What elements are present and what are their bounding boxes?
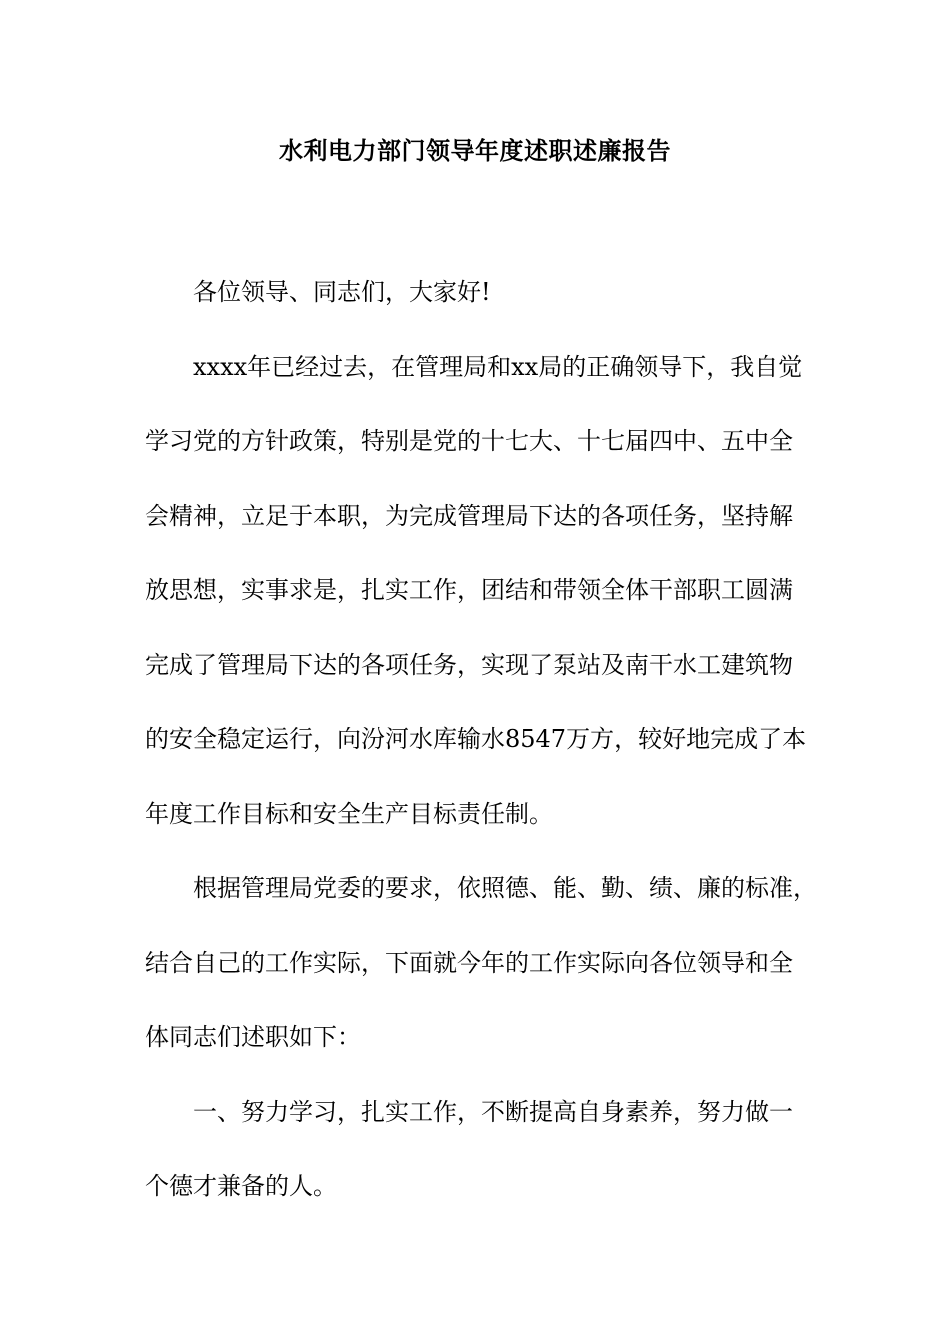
paragraph-line: 结合自己的工作实际，下面就今年的工作实际向各位领导和全 — [145, 948, 793, 977]
paragraph-line: 年度工作目标和安全生产目标责任制。 — [145, 799, 553, 828]
greeting-line: 各位领导、同志们，大家好! — [193, 278, 491, 306]
paragraph-line: 的安全稳定运行，向汾河水库输水8547万方，较好地完成了本 — [145, 725, 807, 753]
paragraph-line: 学习党的方针政策，特别是党的十七大、十七届四中、五中全 — [145, 427, 793, 455]
document-body — [145, 255, 835, 1224]
paragraph-line: 完成了管理局下达的各项任务，实现了泵站及南干水工建筑物 — [145, 650, 793, 679]
paragraph-line: 体同志们述职如下： — [145, 1023, 361, 1051]
section-heading-line: 一、努力学习，扎实工作，不断提高自身素养，努力做一 — [193, 1097, 793, 1126]
document-title: 水利电力部门领导年度述职述廉报告 — [279, 136, 671, 165]
section-heading-line: 个德才兼备的人。 — [145, 1172, 337, 1200]
paragraph-line: 根据管理局党委的要求，依照德、能、勤、绩、廉的标准， — [193, 874, 817, 902]
paragraph-line: 会精神，立足于本职，为完成管理局下达的各项任务，坚持解 — [145, 501, 793, 530]
paragraph-line: 放思想，实事求是，扎实工作，团结和带领全体干部职工圆满 — [145, 576, 793, 604]
paragraph-line: xxxx年已经过去，在管理局和xx局的正确领导下，我自觉 — [193, 352, 803, 381]
